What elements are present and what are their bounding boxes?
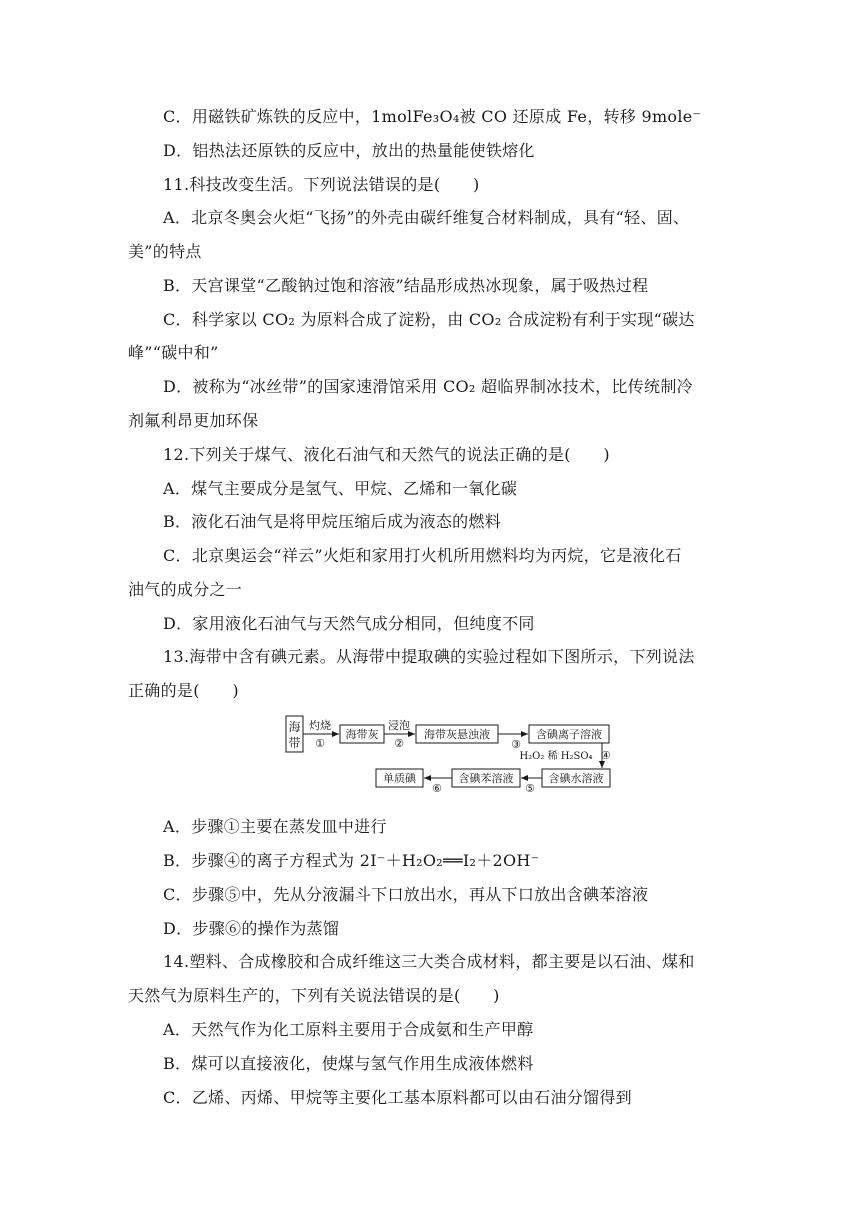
iodine-extraction-flowchart — [284, 714, 614, 794]
option-line: D．家用液化石油气与天然气成分相同，但纯度不同 — [163, 614, 535, 633]
option-line: A．步骤①主要在蒸发皿中进行 — [163, 817, 387, 836]
step6-num: ⑥ — [432, 782, 442, 794]
svg-text:含碘离子溶液: 含碘离子溶液 — [536, 728, 602, 741]
option-line: C．北京奥运会“祥云”火炬和家用打火机所用燃料均为丙烷，它是液化石 — [163, 546, 682, 565]
svg-text:海带灰: 海带灰 — [345, 728, 379, 741]
question-stem: 14.塑料、合成橡胶和合成纤维这三大类合成材料，都主要是以石油、煤和 — [163, 952, 695, 971]
question-stem-continued: 正确的是( ) — [128, 681, 239, 700]
option-line: D．铝热法还原铁的反应中，放出的热量能使铁熔化 — [163, 141, 535, 160]
option-line: C．用磁铁矿炼铁的反应中，1molFe₃O₄被 CO 还原成 Fe，转移 9mole⁻ — [163, 107, 702, 126]
box-benzene-solution — [452, 769, 520, 787]
question-stem: 11.科技改变生活。下列说法错误的是( ) — [163, 175, 480, 194]
option-line: C．步骤⑤中，先从分液漏斗下口放出水，再从下口放出含碘苯溶液 — [163, 885, 649, 904]
option-line: B．液化石油气是将甲烷压缩后成为液态的燃料 — [163, 512, 502, 531]
box-ion-solution — [529, 725, 609, 743]
svg-text:单质碘: 单质碘 — [383, 772, 416, 785]
box-haidai — [286, 716, 303, 752]
step4-num: ④ — [601, 749, 611, 762]
option-line: B．煤可以直接液化，使煤与氢气作用生成液体燃料 — [163, 1054, 534, 1073]
step1-label: 灼烧 — [309, 719, 331, 732]
option-line: B．天宫课堂“乙酸钠过饱和溶液”结晶形成热冰现象，属于吸热过程 — [163, 276, 649, 295]
question-stem: 12.下列关于煤气、液化石油气和天然气的说法正确的是( ) — [163, 445, 610, 464]
box-ash — [340, 725, 384, 743]
option-line: D．步骤⑥的操作为蒸馏 — [163, 919, 340, 938]
option-line-continued: 美”的特点 — [128, 242, 202, 261]
step2-num: ② — [394, 737, 404, 750]
box-suspension — [416, 725, 498, 743]
option-line: A．天然气作为化工原料主要用于合成氨和生产甲醇 — [163, 1020, 534, 1039]
question-stem-continued: 天然气为原料生产的，下列有关说法错误的是( ) — [128, 986, 500, 1005]
option-line-continued: 油气的成分之一 — [128, 580, 243, 599]
option-line: A．北京冬奥会火炬“飞扬”的外壳由碳纤维复合材料制成，具有“轻、固、 — [163, 208, 690, 227]
step3-num: ③ — [511, 738, 521, 751]
question-stem: 13.海带中含有碘元素。从海带中提取碘的实验过程如下图所示，下列说法 — [163, 647, 695, 666]
svg-text:海带灰悬浊液: 海带灰悬浊液 — [424, 728, 490, 741]
step5-num: ⑤ — [525, 782, 535, 794]
option-line: C．乙烯、丙烯、甲烷等主要化工基本原料都可以由石油分馏得到 — [163, 1088, 632, 1107]
box-haidai-top: 海 — [288, 720, 301, 734]
option-line-continued: 剂氟利昂更加环保 — [128, 411, 259, 430]
box-iodine — [376, 769, 423, 787]
step1-num: ① — [315, 737, 325, 750]
option-line-continued: 峰”“碳中和” — [128, 343, 219, 362]
svg-text:含碘苯溶液: 含碘苯溶液 — [458, 772, 514, 785]
svg-text:含碘水溶液: 含碘水溶液 — [548, 772, 604, 785]
step2-label: 浸泡 — [388, 719, 410, 732]
option-line: B．步骤④的离子方程式为 2I⁻＋H₂O₂══I₂＋2OH⁻ — [163, 851, 540, 870]
step4-reagents: H₂O₂ 稀 H₂SO₄ — [519, 751, 593, 762]
option-line: A．煤气主要成分是氢气、甲烷、乙烯和一氧化碳 — [163, 479, 518, 498]
box-haidai-bottom: 带 — [288, 736, 301, 750]
option-line: D．被称为“冰丝带”的国家速滑馆采用 CO₂ 超临界制冰技术，比传统制冷 — [163, 377, 693, 396]
option-line: C．科学家以 CO₂ 为原料合成了淀粉，由 CO₂ 合成淀粉有利于实现“碳达 — [163, 310, 695, 329]
box-water-solution — [542, 769, 610, 787]
